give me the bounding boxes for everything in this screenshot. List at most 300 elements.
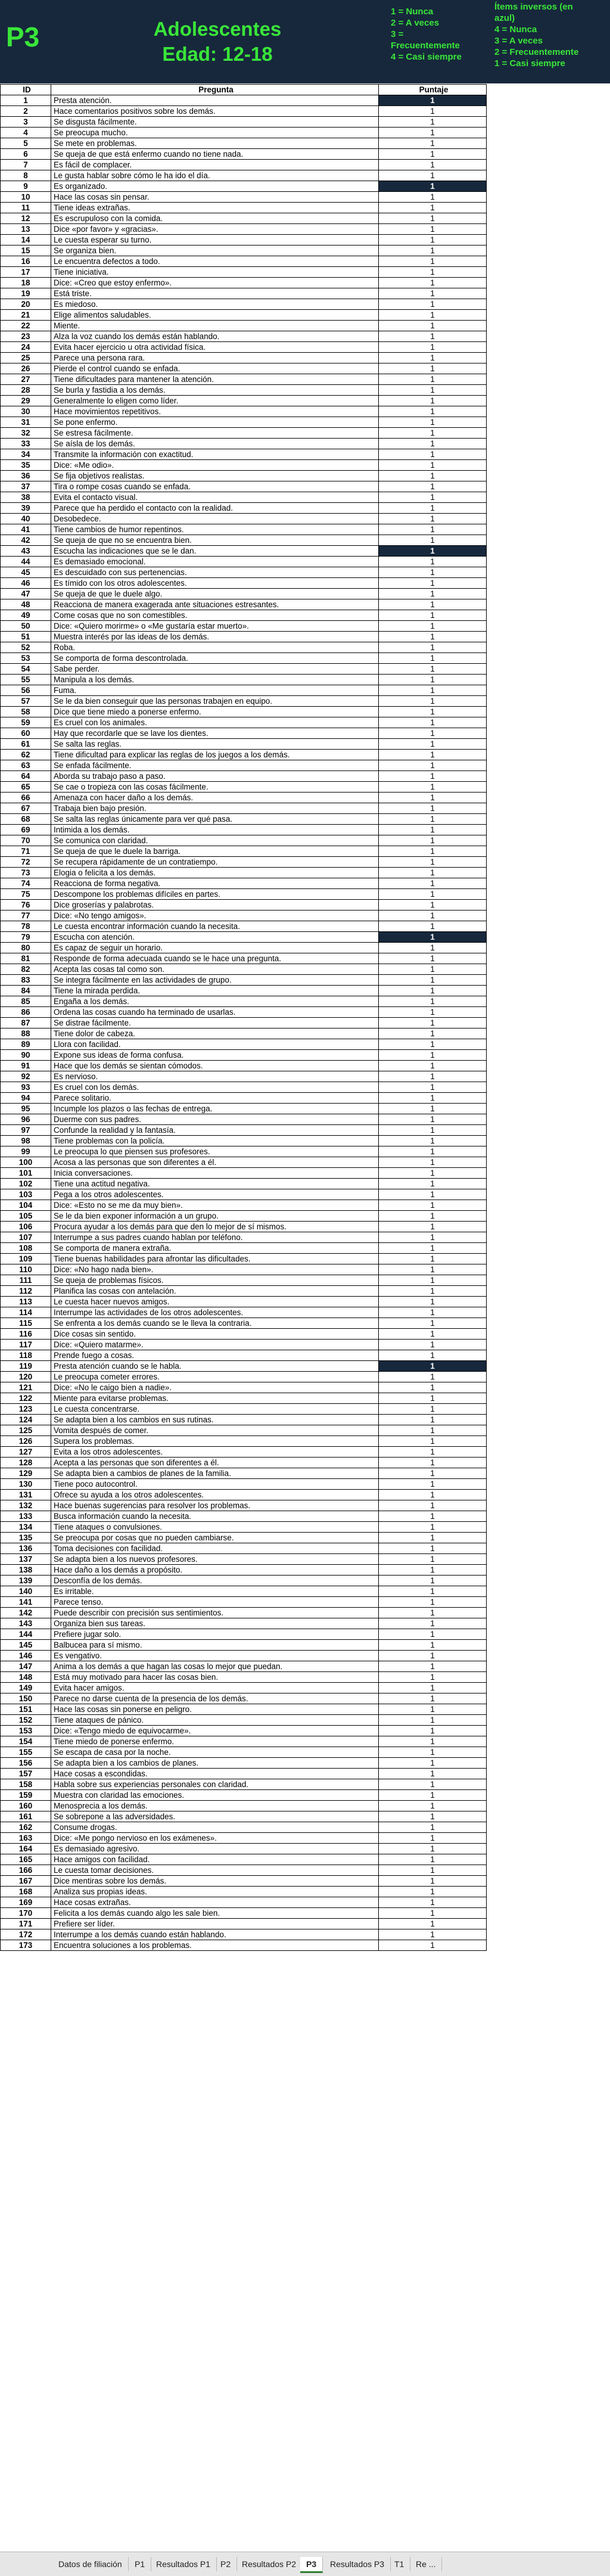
score-cell[interactable]: 1 [379, 1061, 487, 1071]
question-cell[interactable]: Supera los problemas. [51, 1436, 379, 1447]
score-cell[interactable]: 1 [379, 278, 487, 288]
question-cell[interactable]: Hace amigos con facilidad. [51, 1854, 379, 1865]
question-cell[interactable]: Prefiere ser líder. [51, 1919, 379, 1929]
question-cell[interactable]: Desobedece. [51, 514, 379, 524]
score-cell[interactable]: 1 [379, 911, 487, 921]
question-cell[interactable]: Parece solitario. [51, 1093, 379, 1104]
row-id-cell[interactable]: 9 [1, 181, 51, 192]
question-cell[interactable]: Ofrece su ayuda a los otros adolescentes. [51, 1490, 379, 1500]
row-id-cell[interactable]: 48 [1, 599, 51, 610]
score-cell[interactable]: 1 [379, 664, 487, 675]
question-cell[interactable]: Amenaza con hacer daño a los demás. [51, 793, 379, 803]
score-cell[interactable]: 1 [379, 1447, 487, 1458]
row-id-cell[interactable]: 141 [1, 1597, 51, 1608]
question-cell[interactable]: Escucha las indicaciones que se le dan. [51, 546, 379, 557]
score-cell[interactable]: 1 [379, 1350, 487, 1361]
question-cell[interactable]: Se adapta bien a los cambios en sus rutinas. [51, 1415, 379, 1425]
row-id-cell[interactable]: 142 [1, 1608, 51, 1618]
score-cell[interactable]: 1 [379, 1672, 487, 1683]
question-cell[interactable]: Duerme con sus padres. [51, 1114, 379, 1125]
row-id-cell[interactable]: 47 [1, 589, 51, 599]
question-cell[interactable]: Es cruel con los demás. [51, 1082, 379, 1093]
question-cell[interactable]: Pierde el control cuando se enfada. [51, 363, 379, 374]
row-id-cell[interactable]: 34 [1, 449, 51, 460]
score-cell[interactable]: 1 [379, 1693, 487, 1704]
sheet-tab[interactable]: T1 [388, 2557, 410, 2571]
row-id-cell[interactable]: 153 [1, 1726, 51, 1736]
question-cell[interactable]: Le cuesta concentrarse. [51, 1404, 379, 1415]
question-cell[interactable]: Dice: «Creo que estoy enfermo». [51, 278, 379, 288]
row-id-cell[interactable]: 43 [1, 546, 51, 557]
row-id-cell[interactable]: 74 [1, 878, 51, 889]
question-cell[interactable]: Alza la voz cuando los demás están hablando. [51, 331, 379, 342]
question-cell[interactable]: Generalmente lo eligen como líder. [51, 396, 379, 406]
score-cell[interactable]: 1 [379, 181, 487, 192]
score-cell[interactable]: 1 [379, 1232, 487, 1243]
row-id-cell[interactable]: 140 [1, 1586, 51, 1597]
score-cell[interactable]: 1 [379, 1811, 487, 1822]
row-id-cell[interactable]: 53 [1, 653, 51, 664]
row-id-cell[interactable]: 80 [1, 943, 51, 953]
question-cell[interactable]: Le cuesta tomar decisiones. [51, 1865, 379, 1876]
question-cell[interactable]: Se enfrenta a los demás cuando se le lleva la contraria. [51, 1318, 379, 1329]
score-cell[interactable]: 1 [379, 1157, 487, 1168]
question-cell[interactable]: Se comporta de manera extraña. [51, 1243, 379, 1254]
row-id-cell[interactable]: 161 [1, 1811, 51, 1822]
score-cell[interactable]: 1 [379, 1940, 487, 1951]
score-cell[interactable]: 1 [379, 117, 487, 128]
row-id-cell[interactable]: 169 [1, 1897, 51, 1908]
score-cell[interactable]: 1 [379, 1093, 487, 1104]
row-id-cell[interactable]: 168 [1, 1887, 51, 1897]
question-cell[interactable]: Tiene ataques o convulsiones. [51, 1522, 379, 1533]
row-id-cell[interactable]: 145 [1, 1640, 51, 1651]
question-cell[interactable]: Se distrae fácilmente. [51, 1018, 379, 1028]
score-cell[interactable]: 1 [379, 192, 487, 203]
row-id-cell[interactable]: 138 [1, 1565, 51, 1576]
row-id-cell[interactable]: 150 [1, 1693, 51, 1704]
score-cell[interactable]: 1 [379, 1286, 487, 1297]
row-id-cell[interactable]: 94 [1, 1093, 51, 1104]
row-id-cell[interactable]: 18 [1, 278, 51, 288]
score-cell[interactable]: 1 [379, 106, 487, 117]
question-cell[interactable]: Presta atención. [51, 95, 379, 106]
score-cell[interactable]: 1 [379, 1704, 487, 1715]
row-id-cell[interactable]: 27 [1, 374, 51, 385]
question-cell[interactable]: Interrumpe a los demás cuando están hablando. [51, 1929, 379, 1940]
question-cell[interactable]: Es demasiado emocional. [51, 557, 379, 567]
score-cell[interactable]: 1 [379, 717, 487, 728]
question-cell[interactable]: Hace que los demás se sientan cómodos. [51, 1061, 379, 1071]
score-cell[interactable]: 1 [379, 1887, 487, 1897]
row-id-cell[interactable]: 106 [1, 1222, 51, 1232]
question-cell[interactable]: Engaña a los demás. [51, 996, 379, 1007]
question-cell[interactable]: Muestra interés por las ideas de los demás. [51, 632, 379, 642]
score-cell[interactable]: 1 [379, 1264, 487, 1275]
score-cell[interactable]: 1 [379, 1822, 487, 1833]
score-cell[interactable]: 1 [379, 728, 487, 739]
row-id-cell[interactable]: 133 [1, 1511, 51, 1522]
question-cell[interactable]: Se le da bien conseguir que las personas trabajen en equipo. [51, 696, 379, 707]
row-id-cell[interactable]: 33 [1, 439, 51, 449]
score-cell[interactable]: 1 [379, 932, 487, 943]
question-cell[interactable]: Dice: «Quiero matarme». [51, 1340, 379, 1350]
question-cell[interactable]: Se salta las reglas únicamente para ver qué pasa. [51, 814, 379, 825]
question-cell[interactable]: Dice: «Esto no se me da muy bien». [51, 1200, 379, 1211]
score-cell[interactable]: 1 [379, 342, 487, 353]
score-cell[interactable]: 1 [379, 1854, 487, 1865]
row-id-cell[interactable]: 79 [1, 932, 51, 943]
sheet-tab[interactable]: Resultados P2 [236, 2557, 303, 2571]
score-cell[interactable]: 1 [379, 1028, 487, 1039]
score-cell[interactable]: 1 [379, 1929, 487, 1940]
score-cell[interactable]: 1 [379, 1554, 487, 1565]
question-cell[interactable]: Tiene iniciativa. [51, 267, 379, 278]
row-id-cell[interactable]: 54 [1, 664, 51, 675]
row-id-cell[interactable]: 2 [1, 106, 51, 117]
score-cell[interactable]: 1 [379, 514, 487, 524]
score-cell[interactable]: 1 [379, 1683, 487, 1693]
score-cell[interactable]: 1 [379, 1222, 487, 1232]
score-cell[interactable]: 1 [379, 1586, 487, 1597]
question-cell[interactable]: Dice mentiras sobre los demás. [51, 1876, 379, 1887]
question-cell[interactable]: Acosa a las personas que son diferentes a él. [51, 1157, 379, 1168]
question-cell[interactable]: Es irritable. [51, 1586, 379, 1597]
row-id-cell[interactable]: 120 [1, 1372, 51, 1382]
question-cell[interactable]: Interrumpe las actividades de los otros adolescentes. [51, 1307, 379, 1318]
question-cell[interactable]: Dice: «No tengo amigos». [51, 911, 379, 921]
row-id-cell[interactable]: 164 [1, 1844, 51, 1854]
score-cell[interactable]: 1 [379, 224, 487, 235]
row-id-cell[interactable]: 20 [1, 299, 51, 310]
score-cell[interactable]: 1 [379, 964, 487, 975]
row-id-cell[interactable]: 77 [1, 911, 51, 921]
question-cell[interactable]: Incumple los plazos o las fechas de entrega. [51, 1104, 379, 1114]
question-cell[interactable]: Le preocupa lo que piensen sus profesores. [51, 1146, 379, 1157]
score-cell[interactable]: 1 [379, 439, 487, 449]
question-cell[interactable]: Roba. [51, 642, 379, 653]
row-id-cell[interactable]: 96 [1, 1114, 51, 1125]
score-cell[interactable]: 1 [379, 1629, 487, 1640]
score-cell[interactable]: 1 [379, 868, 487, 878]
score-cell[interactable]: 1 [379, 449, 487, 460]
question-cell[interactable]: Felicita a los demás cuando algo les sale bien. [51, 1908, 379, 1919]
row-id-cell[interactable]: 143 [1, 1618, 51, 1629]
question-cell[interactable]: Se integra fácilmente en las actividades de grupo. [51, 975, 379, 986]
score-cell[interactable]: 1 [379, 1533, 487, 1543]
score-cell[interactable]: 1 [379, 331, 487, 342]
row-id-cell[interactable]: 88 [1, 1028, 51, 1039]
score-cell[interactable]: 1 [379, 578, 487, 589]
score-cell[interactable]: 1 [379, 793, 487, 803]
score-cell[interactable]: 1 [379, 1114, 487, 1125]
question-cell[interactable]: Parece una persona rara. [51, 353, 379, 363]
row-id-cell[interactable]: 36 [1, 471, 51, 481]
row-id-cell[interactable]: 7 [1, 160, 51, 170]
score-cell[interactable]: 1 [379, 1468, 487, 1479]
row-id-cell[interactable]: 39 [1, 503, 51, 514]
score-cell[interactable]: 1 [379, 503, 487, 514]
score-cell[interactable]: 1 [379, 385, 487, 396]
question-cell[interactable]: Se comporta de forma descontrolada. [51, 653, 379, 664]
score-cell[interactable]: 1 [379, 921, 487, 932]
score-cell[interactable]: 1 [379, 782, 487, 793]
question-cell[interactable]: Dice: «Me odio». [51, 460, 379, 471]
row-id-cell[interactable]: 109 [1, 1254, 51, 1264]
row-id-cell[interactable]: 130 [1, 1479, 51, 1490]
row-id-cell[interactable]: 38 [1, 492, 51, 503]
row-id-cell[interactable]: 89 [1, 1039, 51, 1050]
row-id-cell[interactable]: 123 [1, 1404, 51, 1415]
score-cell[interactable]: 1 [379, 1372, 487, 1382]
score-cell[interactable]: 1 [379, 299, 487, 310]
row-id-cell[interactable]: 61 [1, 739, 51, 750]
row-id-cell[interactable]: 60 [1, 728, 51, 739]
row-id-cell[interactable]: 129 [1, 1468, 51, 1479]
question-cell[interactable]: Es tímido con los otros adolescentes. [51, 578, 379, 589]
score-cell[interactable]: 1 [379, 1876, 487, 1887]
row-id-cell[interactable]: 147 [1, 1661, 51, 1672]
score-cell[interactable]: 1 [379, 1018, 487, 1028]
score-cell[interactable]: 1 [379, 1479, 487, 1490]
score-cell[interactable]: 1 [379, 524, 487, 535]
row-id-cell[interactable]: 22 [1, 321, 51, 331]
row-id-cell[interactable]: 104 [1, 1200, 51, 1211]
row-id-cell[interactable]: 64 [1, 771, 51, 782]
row-id-cell[interactable]: 149 [1, 1683, 51, 1693]
question-cell[interactable]: Se preocupa mucho. [51, 128, 379, 138]
row-id-cell[interactable]: 3 [1, 117, 51, 128]
question-cell[interactable]: Confunde la realidad y la fantasía. [51, 1125, 379, 1136]
question-cell[interactable]: Se burla y fastidia a los demás. [51, 385, 379, 396]
score-cell[interactable]: 1 [379, 1865, 487, 1876]
score-cell[interactable]: 1 [379, 1908, 487, 1919]
score-cell[interactable]: 1 [379, 267, 487, 278]
row-id-cell[interactable]: 56 [1, 685, 51, 696]
question-cell[interactable]: Tiene problemas con la policía. [51, 1136, 379, 1146]
question-cell[interactable]: Puede describir con precisión sus sentimientos. [51, 1608, 379, 1618]
score-cell[interactable]: 1 [379, 814, 487, 825]
row-id-cell[interactable]: 84 [1, 986, 51, 996]
question-cell[interactable]: Le cuesta hacer nuevos amigos. [51, 1297, 379, 1307]
question-cell[interactable]: Se disgusta fácilmente. [51, 117, 379, 128]
row-id-cell[interactable]: 10 [1, 192, 51, 203]
question-cell[interactable]: Tiene la mirada perdida. [51, 986, 379, 996]
row-id-cell[interactable]: 122 [1, 1393, 51, 1404]
score-cell[interactable]: 1 [379, 1189, 487, 1200]
row-id-cell[interactable]: 40 [1, 514, 51, 524]
question-cell[interactable]: Anima a los demás a que hagan las cosas lo mejor que puedan. [51, 1661, 379, 1672]
row-id-cell[interactable]: 37 [1, 481, 51, 492]
row-id-cell[interactable]: 76 [1, 900, 51, 911]
row-id-cell[interactable]: 136 [1, 1543, 51, 1554]
score-cell[interactable]: 1 [379, 1307, 487, 1318]
question-cell[interactable]: Se queja de que está enfermo cuando no tiene nada. [51, 149, 379, 160]
row-id-cell[interactable]: 73 [1, 868, 51, 878]
question-cell[interactable]: Hay que recordarle que se lave los dientes. [51, 728, 379, 739]
question-cell[interactable]: Dice cosas sin sentido. [51, 1329, 379, 1340]
question-cell[interactable]: Es vengativo. [51, 1651, 379, 1661]
question-cell[interactable]: Le cuesta esperar su turno. [51, 235, 379, 246]
question-cell[interactable]: Elogia o felicita a los demás. [51, 868, 379, 878]
question-cell[interactable]: Está triste. [51, 288, 379, 299]
question-cell[interactable]: Toma decisiones con facilidad. [51, 1543, 379, 1554]
row-id-cell[interactable]: 4 [1, 128, 51, 138]
question-cell[interactable]: Come cosas que no son comestibles. [51, 610, 379, 621]
question-cell[interactable]: Se sobrepone a las adversidades. [51, 1811, 379, 1822]
question-cell[interactable]: Vomita después de comer. [51, 1425, 379, 1436]
row-id-cell[interactable]: 19 [1, 288, 51, 299]
row-id-cell[interactable]: 159 [1, 1790, 51, 1801]
score-cell[interactable]: 1 [379, 1511, 487, 1522]
row-id-cell[interactable]: 63 [1, 760, 51, 771]
question-cell[interactable]: Interrumpe a sus padres cuando hablan por teléfono. [51, 1232, 379, 1243]
question-cell[interactable]: Presta atención cuando se le habla. [51, 1361, 379, 1372]
row-id-cell[interactable]: 44 [1, 557, 51, 567]
score-cell[interactable]: 1 [379, 1736, 487, 1747]
score-cell[interactable]: 1 [379, 1211, 487, 1222]
question-cell[interactable]: Dice: «Tengo miedo de equivocarme». [51, 1726, 379, 1736]
question-cell[interactable]: Sabe perder. [51, 664, 379, 675]
score-cell[interactable]: 1 [379, 288, 487, 299]
score-cell[interactable]: 1 [379, 825, 487, 835]
row-id-cell[interactable]: 170 [1, 1908, 51, 1919]
row-id-cell[interactable]: 163 [1, 1833, 51, 1844]
row-id-cell[interactable]: 115 [1, 1318, 51, 1329]
row-id-cell[interactable]: 97 [1, 1125, 51, 1136]
score-cell[interactable]: 1 [379, 128, 487, 138]
score-cell[interactable]: 1 [379, 460, 487, 471]
score-cell[interactable]: 1 [379, 878, 487, 889]
question-cell[interactable]: Busca información cuando la necesita. [51, 1511, 379, 1522]
row-id-cell[interactable]: 46 [1, 578, 51, 589]
question-cell[interactable]: Se escapa de casa por la noche. [51, 1747, 379, 1758]
score-cell[interactable]: 1 [379, 203, 487, 213]
score-cell[interactable]: 1 [379, 707, 487, 717]
score-cell[interactable]: 1 [379, 1565, 487, 1576]
score-cell[interactable]: 1 [379, 986, 487, 996]
score-cell[interactable]: 1 [379, 760, 487, 771]
question-cell[interactable]: Aborda su trabajo paso a paso. [51, 771, 379, 782]
row-id-cell[interactable]: 99 [1, 1146, 51, 1157]
score-cell[interactable]: 1 [379, 1254, 487, 1264]
score-cell[interactable]: 1 [379, 353, 487, 363]
score-cell[interactable]: 1 [379, 835, 487, 846]
score-cell[interactable]: 1 [379, 750, 487, 760]
question-cell[interactable]: Menosprecia a los demás. [51, 1801, 379, 1811]
row-id-cell[interactable]: 21 [1, 310, 51, 321]
row-id-cell[interactable]: 167 [1, 1876, 51, 1887]
row-id-cell[interactable]: 121 [1, 1382, 51, 1393]
score-cell[interactable]: 1 [379, 1329, 487, 1340]
score-cell[interactable]: 1 [379, 1415, 487, 1425]
score-cell[interactable]: 1 [379, 975, 487, 986]
row-id-cell[interactable]: 35 [1, 460, 51, 471]
row-id-cell[interactable]: 171 [1, 1919, 51, 1929]
question-cell[interactable]: Le preocupa cometer errores. [51, 1372, 379, 1382]
question-cell[interactable]: Reacciona de forma negativa. [51, 878, 379, 889]
question-cell[interactable]: Se queja de que no se encuentra bien. [51, 535, 379, 546]
score-cell[interactable]: 1 [379, 1801, 487, 1811]
score-cell[interactable]: 1 [379, 246, 487, 256]
score-cell[interactable]: 1 [379, 1050, 487, 1061]
score-cell[interactable]: 1 [379, 256, 487, 267]
question-cell[interactable]: Expone sus ideas de forma confusa. [51, 1050, 379, 1061]
row-id-cell[interactable]: 107 [1, 1232, 51, 1243]
score-cell[interactable]: 1 [379, 170, 487, 181]
row-id-cell[interactable]: 111 [1, 1275, 51, 1286]
row-id-cell[interactable]: 87 [1, 1018, 51, 1028]
score-cell[interactable]: 1 [379, 557, 487, 567]
row-id-cell[interactable]: 110 [1, 1264, 51, 1275]
score-cell[interactable]: 1 [379, 739, 487, 750]
row-id-cell[interactable]: 72 [1, 857, 51, 868]
row-id-cell[interactable]: 119 [1, 1361, 51, 1372]
row-id-cell[interactable]: 173 [1, 1940, 51, 1951]
question-cell[interactable]: Fuma. [51, 685, 379, 696]
question-cell[interactable]: Tiene dificultades para mantener la atención. [51, 374, 379, 385]
question-cell[interactable]: Se adapta bien a los cambios de planes. [51, 1758, 379, 1769]
row-id-cell[interactable]: 42 [1, 535, 51, 546]
row-id-cell[interactable]: 16 [1, 256, 51, 267]
score-cell[interactable]: 1 [379, 1833, 487, 1844]
question-cell[interactable]: Planifica las cosas con antelación. [51, 1286, 379, 1297]
score-cell[interactable]: 1 [379, 1318, 487, 1329]
question-cell[interactable]: Muestra con claridad las emociones. [51, 1790, 379, 1801]
score-cell[interactable]: 1 [379, 1640, 487, 1651]
row-id-cell[interactable]: 131 [1, 1490, 51, 1500]
score-cell[interactable]: 1 [379, 1790, 487, 1801]
question-cell[interactable]: Se pone enfermo. [51, 417, 379, 428]
score-cell[interactable]: 1 [379, 1897, 487, 1908]
score-cell[interactable]: 1 [379, 535, 487, 546]
row-id-cell[interactable]: 65 [1, 782, 51, 793]
score-cell[interactable]: 1 [379, 1007, 487, 1018]
question-cell[interactable]: Intimida a los demás. [51, 825, 379, 835]
row-id-cell[interactable]: 144 [1, 1629, 51, 1640]
question-cell[interactable]: Le gusta hablar sobre cómo le ha ido el día. [51, 170, 379, 181]
score-cell[interactable]: 1 [379, 1168, 487, 1179]
row-id-cell[interactable]: 100 [1, 1157, 51, 1168]
row-id-cell[interactable]: 158 [1, 1779, 51, 1790]
question-cell[interactable]: Escucha con atención. [51, 932, 379, 943]
row-id-cell[interactable]: 152 [1, 1715, 51, 1726]
score-cell[interactable]: 1 [379, 771, 487, 782]
question-cell[interactable]: Es capaz de seguir un horario. [51, 943, 379, 953]
row-id-cell[interactable]: 165 [1, 1854, 51, 1865]
score-cell[interactable]: 1 [379, 1597, 487, 1608]
question-cell[interactable]: Está muy motivado para hacer las cosas bien. [51, 1672, 379, 1683]
question-cell[interactable]: Se le da bien exponer información a un grupo. [51, 1211, 379, 1222]
score-cell[interactable]: 1 [379, 1382, 487, 1393]
row-id-cell[interactable]: 127 [1, 1447, 51, 1458]
question-cell[interactable]: Se queja de que le duele algo. [51, 589, 379, 599]
score-cell[interactable]: 1 [379, 1726, 487, 1736]
question-cell[interactable]: Parece no darse cuenta de la presencia de los demás. [51, 1693, 379, 1704]
column-header-score[interactable]: Puntaje [379, 85, 487, 95]
row-id-cell[interactable]: 13 [1, 224, 51, 235]
question-cell[interactable]: Dice: «No le caigo bien a nadie». [51, 1382, 379, 1393]
question-cell[interactable]: Hace las cosas sin ponerse en peligro. [51, 1704, 379, 1715]
question-cell[interactable]: Se comunica con claridad. [51, 835, 379, 846]
score-cell[interactable]: 1 [379, 1297, 487, 1307]
question-cell[interactable]: Tiene dolor de cabeza. [51, 1028, 379, 1039]
score-cell[interactable]: 1 [379, 492, 487, 503]
row-id-cell[interactable]: 6 [1, 149, 51, 160]
score-cell[interactable]: 1 [379, 996, 487, 1007]
row-id-cell[interactable]: 11 [1, 203, 51, 213]
question-cell[interactable]: Tiene ideas extrañas. [51, 203, 379, 213]
